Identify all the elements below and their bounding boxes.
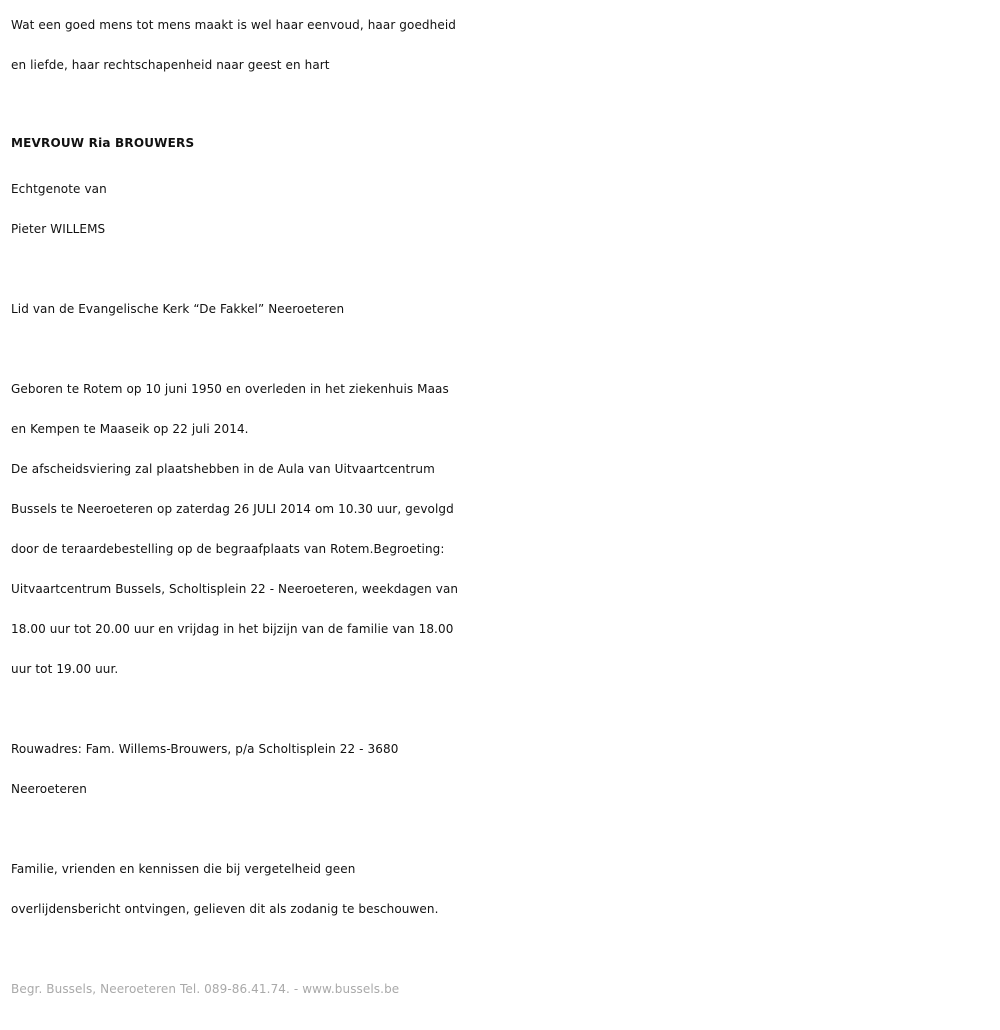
body-line: door de teraardebestelling op de begraafplaats van Rotem.Begroeting: <box>11 542 445 556</box>
membership-text: Lid van de Evangelische Kerk “De Fakkel” Neeroeteren <box>11 302 345 316</box>
spouse-line: Echtgenote van <box>11 182 107 196</box>
address-line: Rouwadres: Fam. Willems-Brouwers, p/a Scholtisplein 22 - 3680 <box>11 742 399 756</box>
undertaker-footer: Begr. Bussels, Neeroeteren Tel. 089-86.41.74. - www.bussels.be <box>11 982 400 996</box>
spouse-line: Pieter WILLEMS <box>11 222 106 236</box>
motto <box>11 5 991 85</box>
body-line: Uitvaartcentrum Bussels, Scholtisplein 22 - Neeroeteren, weekdagen van <box>11 582 459 596</box>
spacer <box>11 329 991 369</box>
spacer <box>11 689 991 729</box>
notice-line: overlijdensbericht ontvingen, gelieven dit als zodanig te beschouwen. <box>11 902 439 916</box>
body-line: De afscheidsviering zal plaatshebben in de Aula van Uitvaartcentrum <box>11 462 435 476</box>
motto-line: en liefde, haar rechtschapenheid naar geest en hart <box>11 58 330 72</box>
body-line: Bussels te Neeroeteren op zaterdag 26 JULI 2014 om 10.30 uur, gevolgd <box>11 502 454 516</box>
spouse-info <box>11 169 991 249</box>
death-notice <box>11 5 991 1009</box>
address-line: Neeroeteren <box>11 782 87 796</box>
body-line: Geboren te Rotem op 10 juni 1950 en overleden in het ziekenhuis Maas <box>11 382 449 396</box>
mourning-address <box>11 729 991 809</box>
body-line: uur tot 19.00 uur. <box>11 662 119 676</box>
family-notice <box>11 849 991 929</box>
body-paragraph <box>11 369 991 689</box>
spacer <box>11 809 991 849</box>
spacer <box>11 249 991 289</box>
body-line: en Kempen te Maaseik op 22 juli 2014. <box>11 422 249 436</box>
motto-line: Wat een goed mens tot mens maakt is wel haar eenvoud, haar goedheid <box>11 18 456 32</box>
notice-line: Familie, vrienden en kennissen die bij vergetelheid geen <box>11 862 356 876</box>
body-line: 18.00 uur tot 20.00 uur en vrijdag in het bijzijn van de familie van 18.00 <box>11 622 454 636</box>
deceased-name: MEVROUW Ria BROUWERS <box>11 136 195 150</box>
spacer <box>11 929 991 969</box>
